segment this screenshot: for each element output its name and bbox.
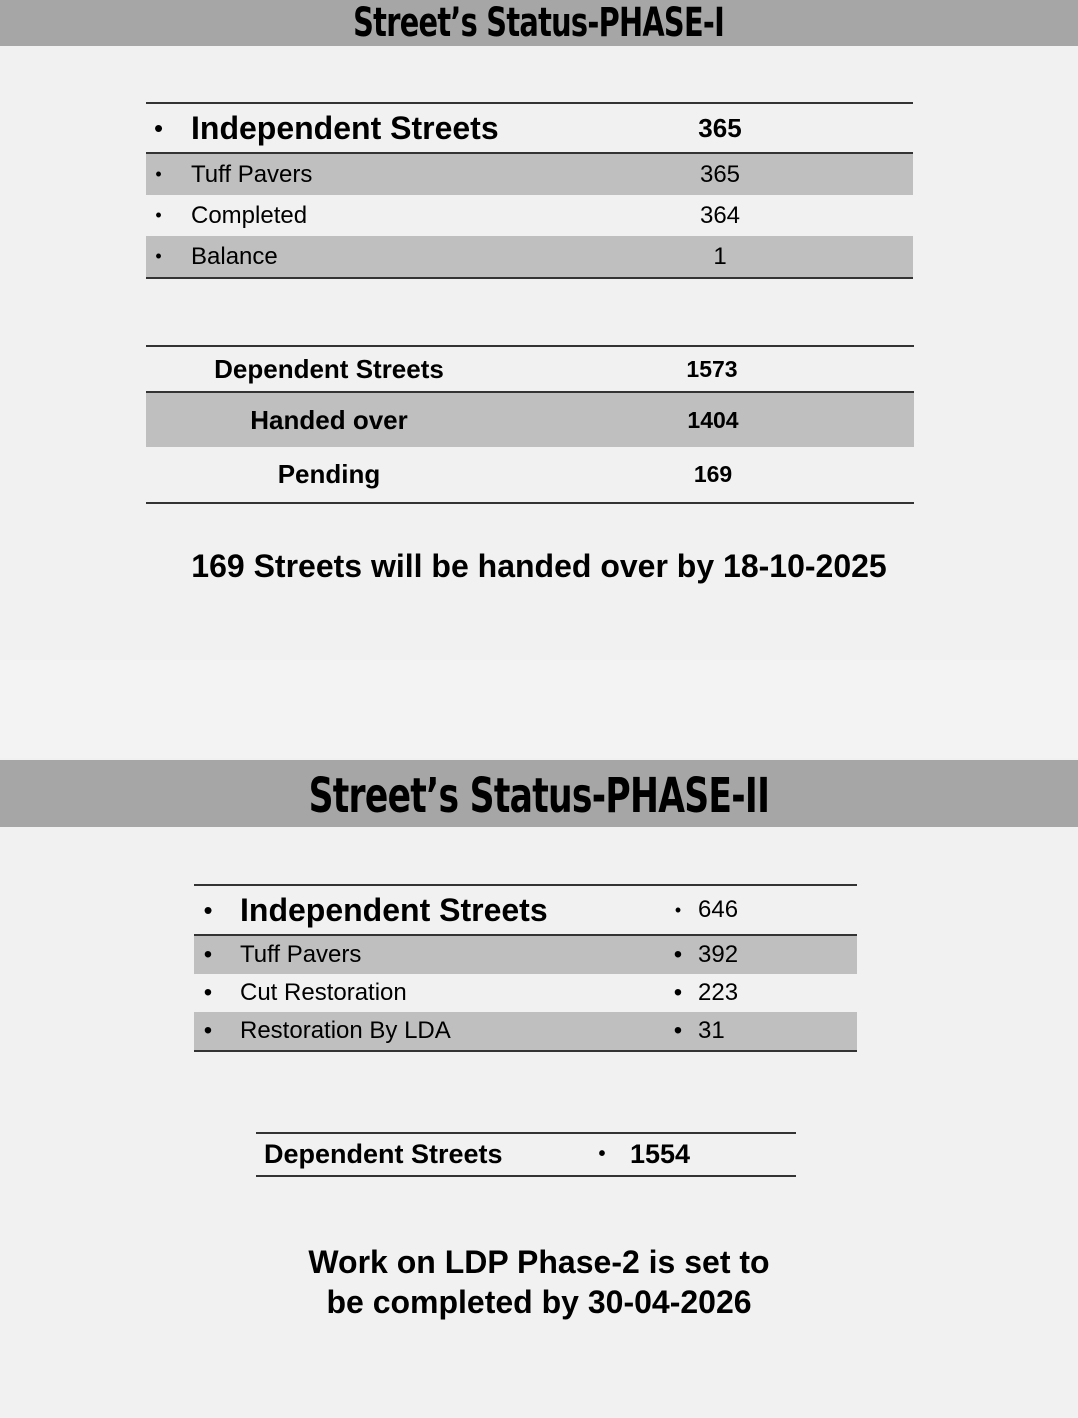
table-row bbox=[194, 974, 857, 1012]
row-value: 364 bbox=[699, 201, 741, 229]
bullet: • bbox=[155, 246, 162, 266]
pending-label: Pending bbox=[277, 459, 381, 489]
row-label: Balance bbox=[191, 242, 278, 270]
row-value: 365 bbox=[699, 160, 741, 188]
dependent-streets-value: 1554 bbox=[630, 1139, 691, 1169]
bullet: • bbox=[598, 1143, 606, 1165]
bullet: • bbox=[155, 164, 162, 184]
row-label: Restoration By LDA bbox=[240, 1017, 451, 1044]
bullet: • bbox=[673, 1017, 683, 1044]
phase1-dependent-table bbox=[146, 345, 914, 504]
bullet: • bbox=[673, 941, 683, 968]
bullet: • bbox=[673, 979, 683, 1006]
dependent-streets-label: Dependent Streets bbox=[264, 1139, 503, 1169]
bullet: • bbox=[203, 941, 213, 968]
table-row bbox=[146, 346, 914, 392]
table-row bbox=[194, 1012, 857, 1051]
phase1-title: Street’s Status-PHASE-I bbox=[353, 0, 725, 46]
row-value: 31 bbox=[698, 1017, 725, 1044]
row-value: 1 bbox=[713, 242, 727, 270]
row-label: Tuff Pavers bbox=[240, 941, 362, 968]
phase2-dependent-table bbox=[256, 1132, 796, 1177]
phase1-note: 169 Streets will be handed over by 18-10-2025 bbox=[191, 548, 887, 584]
slide-gap bbox=[0, 660, 1078, 758]
phase2-title: Street’s Status-PHASE-II bbox=[308, 768, 770, 824]
table-row bbox=[194, 935, 857, 974]
row-label: Cut Restoration bbox=[240, 979, 407, 1006]
phase2-note bbox=[0, 1242, 1078, 1322]
bullet: • bbox=[203, 1017, 213, 1044]
bullet: • bbox=[660, 885, 696, 935]
table-row bbox=[146, 195, 913, 236]
bullet: • bbox=[146, 103, 171, 153]
row-label: Completed bbox=[191, 201, 308, 229]
table-row bbox=[146, 236, 913, 278]
table-row bbox=[146, 447, 914, 503]
bullet: • bbox=[194, 885, 222, 935]
table-row bbox=[146, 392, 914, 447]
dependent-streets-label: Dependent Streets bbox=[146, 346, 512, 392]
bullet: • bbox=[203, 979, 213, 1006]
independent-streets-label: Independent Streets bbox=[222, 885, 660, 935]
handed-over-label: Handed over bbox=[250, 404, 408, 435]
dependent-streets-value: 1573 bbox=[512, 346, 914, 392]
table-header-row bbox=[194, 885, 857, 935]
bullet: • bbox=[155, 205, 162, 225]
table-row bbox=[146, 153, 913, 195]
phase1-title-bar bbox=[0, 0, 1078, 46]
independent-streets-value: 646 bbox=[696, 885, 857, 935]
handed-over-value: 1404 bbox=[687, 406, 739, 433]
table-header-row bbox=[146, 103, 913, 153]
independent-streets-value: 365 bbox=[653, 103, 787, 153]
phase2-note-line1: Work on LDP Phase-2 is set to bbox=[308, 1244, 770, 1280]
independent-streets-label: Independent Streets bbox=[171, 103, 653, 153]
pending-value: 169 bbox=[693, 461, 733, 487]
row-value: 392 bbox=[698, 941, 739, 968]
phase2-independent-table bbox=[194, 884, 857, 1052]
row-value: 223 bbox=[698, 979, 739, 1006]
row-label: Tuff Pavers bbox=[191, 160, 313, 188]
table-row bbox=[256, 1133, 796, 1176]
phase2-note-line2: be completed by 30-04-2026 bbox=[326, 1284, 752, 1320]
phase2-title-bar bbox=[0, 760, 1078, 827]
phase1-independent-table bbox=[146, 102, 913, 279]
